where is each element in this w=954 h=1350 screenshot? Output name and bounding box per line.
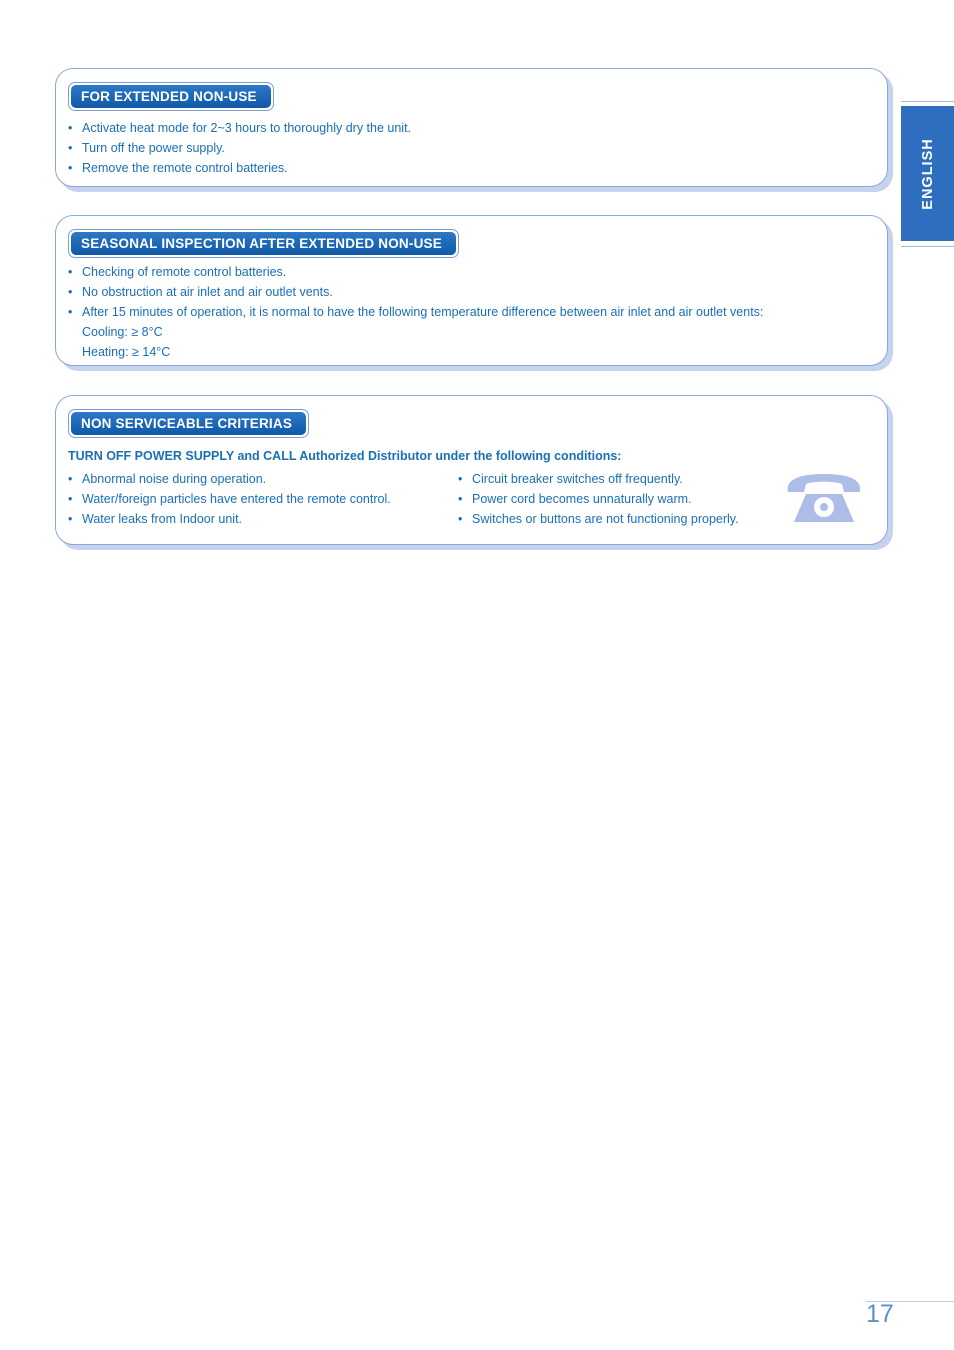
list-item: • Power cord becomes unnaturally warm. (458, 492, 692, 506)
section-heading (68, 82, 274, 111)
seasonal-inspection-panel (55, 215, 888, 366)
list-item: • Circuit breaker switches off frequently. (458, 472, 683, 486)
bullet-list (68, 262, 763, 322)
warning-text: TURN OFF POWER SUPPLY and CALL Authorized Distributor under the following conditions: (68, 449, 622, 463)
section-heading-label: FOR EXTENDED NON-USE (71, 85, 271, 108)
section-heading (68, 229, 459, 258)
heating-difference: Heating: ≥ 14°C (82, 345, 171, 359)
list-item: • Water leaks from Indoor unit. (68, 512, 243, 526)
section-heading-label: NON SERVICEABLE CRITERIAS (71, 412, 306, 435)
section-heading (68, 409, 309, 438)
list-item: • Water/foreign particles have entered the remote control. (68, 492, 391, 506)
list-item: • No obstruction at air inlet and air outlet vents. (68, 285, 333, 299)
list-item: • Abnormal noise during operation. (68, 472, 267, 486)
list-item: • Turn off the power supply. (68, 141, 225, 155)
page-number: 17 (866, 1300, 894, 1328)
telephone-icon (784, 470, 864, 528)
conditions-list-right (458, 469, 739, 529)
list-item: • Remove the remote control batteries. (68, 161, 288, 175)
side-language-label: ENGLISH (919, 137, 936, 210)
temperature-difference-list (68, 322, 170, 362)
conditions-list-left (68, 469, 391, 529)
non-serviceable-panel (55, 395, 888, 545)
section-heading-label: SEASONAL INSPECTION AFTER EXTENDED NON-USE (71, 232, 456, 255)
list-item: • Activate heat mode for 2~3 hours to thoroughly dry the unit. (68, 121, 412, 135)
list-item: • Checking of remote control batteries. (68, 265, 287, 279)
side-tab-top-rule (901, 101, 954, 102)
bullet-list (68, 118, 411, 178)
cooling-difference: Cooling: ≥ 8°C (82, 325, 163, 339)
side-tab-bottom-rule (901, 246, 954, 247)
extended-non-use-panel (55, 68, 888, 187)
side-language-tab (901, 106, 954, 241)
list-item: • Switches or buttons are not functioning properly. (458, 512, 739, 526)
list-item: • After 15 minutes of operation, it is normal to have the following temperature difference between air inlet and air outlet vents: (68, 305, 764, 319)
